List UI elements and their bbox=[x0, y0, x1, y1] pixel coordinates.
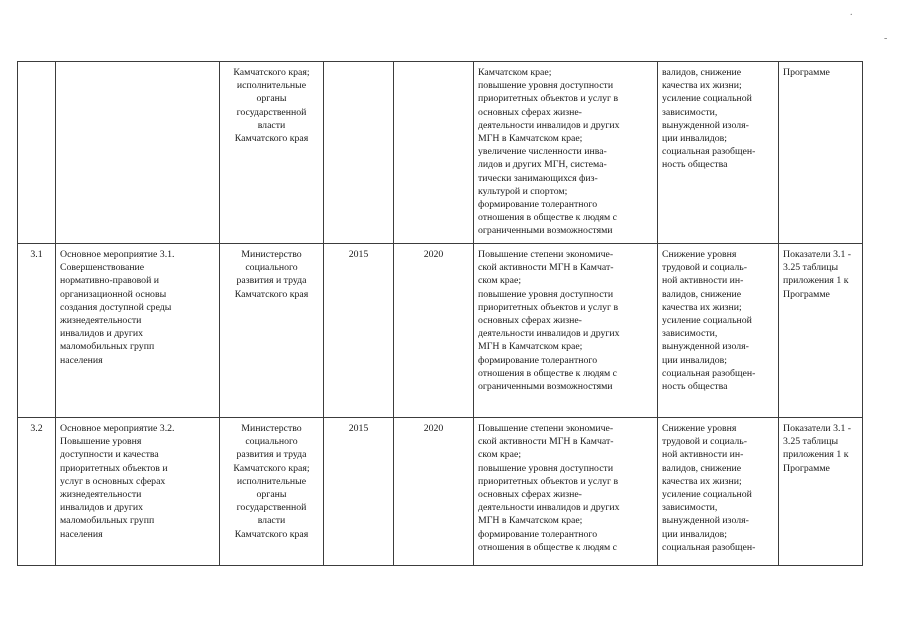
program-activities-table bbox=[17, 61, 863, 566]
indicator-link: Показатели 3.1 - 3.25 таблицы приложения 1 к Программе bbox=[779, 244, 863, 418]
end-year: 2020 bbox=[394, 418, 474, 566]
non-implementation-consequences: Снижение уровня трудовой и социаль- ной активности ин- валидов, снижение качества их жизни; усиление социальной зависимости, вынужденной изоля- ции инвалидов; социальная разобщен- ность общества bbox=[658, 244, 779, 418]
start-year: 2015 bbox=[324, 418, 394, 566]
end-year: 2020 bbox=[394, 244, 474, 418]
row-number: 3.2 bbox=[18, 418, 56, 566]
row-number: 3.1 bbox=[18, 244, 56, 418]
responsible-executor: Министерство социального развития и труда Камчатского края bbox=[220, 244, 324, 418]
activity-name bbox=[56, 62, 220, 244]
start-year: 2015 bbox=[324, 244, 394, 418]
table-row bbox=[18, 62, 863, 244]
expected-result: Повышение степени экономиче- ской активности МГН в Камчат- ском крае; повышение уровня доступности приоритетных объектов и услуг в основных сферах жизне- деятельности инвалидов и других МГН в Камчатском крае; формирование толерантного отношения в обществе к людям с bbox=[474, 418, 658, 566]
scan-dot-side: - bbox=[884, 33, 888, 44]
activity-name: Основное мероприятие 3.2. Повышение уровня доступности и качества приоритетных объектов и услуг в основных сферах жизнедеятельности инвалидов и других маломобильных групп населения bbox=[56, 418, 220, 566]
non-implementation-consequences: Снижение уровня трудовой и социаль- ной активности ин- валидов, снижение качества их жизни; усиление социальной зависимости, вынужденной изоля- ции инвалидов; социальная разобщен- bbox=[658, 418, 779, 566]
expected-result: Повышение степени экономиче- ской активности МГН в Камчат- ском крае; повышение уровня доступности приоритетных объектов и услуг в основных сферах жизне- деятельности инвалидов и других МГН в Камчатском крае; формирование толерантного отношения в обществе к людям с ограниченными возможностями bbox=[474, 244, 658, 418]
end-year bbox=[394, 62, 474, 244]
scan-dot-top: . bbox=[850, 7, 853, 18]
table-row bbox=[18, 418, 863, 566]
table-row bbox=[18, 244, 863, 418]
responsible-executor: Камчатского края; исполнительные органы государственной власти Камчатского края bbox=[220, 62, 324, 244]
indicator-link: Показатели 3.1 - 3.25 таблицы приложения 1 к Программе bbox=[779, 418, 863, 566]
expected-result: Камчатском крае; повышение уровня доступности приоритетных объектов и услуг в основных сферах жизне- деятельности инвалидов и других МГН в Камчатском крае; увеличение численности инва- лидов и других МГН, система- тически занимающихся физ- культурой и спортом; формирование толерантного отношения в обществе к людям с ограниченными возможностями bbox=[474, 62, 658, 244]
activity-name: Основное мероприятие 3.1. Совершенствование нормативно-правовой и организационной основы создания доступной среды жизнедеятельности инвалидов и других маломобильных групп населения bbox=[56, 244, 220, 418]
indicator-link: Программе bbox=[779, 62, 863, 244]
row-number bbox=[18, 62, 56, 244]
non-implementation-consequences: валидов, снижение качества их жизни; усиление социальной зависимости, вынужденной изоля- ции инвалидов; социальная разобщен- ность общества bbox=[658, 62, 779, 244]
responsible-executor: Министерство социального развития и труда Камчатского края; исполнительные органы государственной власти Камчатского края bbox=[220, 418, 324, 566]
start-year bbox=[324, 62, 394, 244]
scan-marks bbox=[0, 0, 905, 60]
